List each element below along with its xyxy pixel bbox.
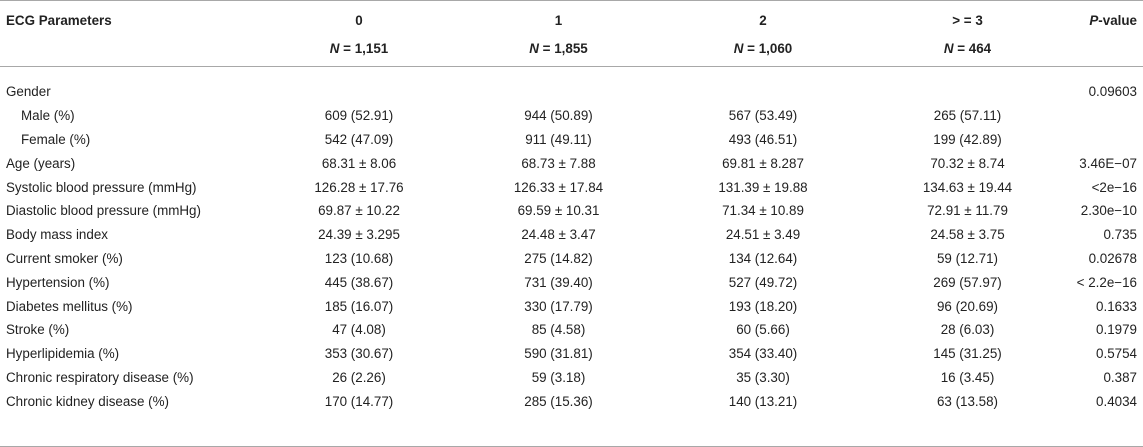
cell-group-2: 567 (53.49) <box>728 108 798 124</box>
cell-pvalue: 0.1633 <box>1096 298 1137 314</box>
cell-group-3 <box>865 80 1070 104</box>
cell-pvalue: 0.735 <box>1103 227 1137 243</box>
cell-group-3: 72.91 ± 11.79 <box>927 203 1008 219</box>
row-label: Chronic respiratory disease (%) <box>6 369 194 385</box>
cell-pvalue: < 2.2e−16 <box>1076 274 1137 290</box>
cell-group-3: 96 (20.69) <box>936 298 999 314</box>
table-body <box>0 68 1143 413</box>
table-row <box>0 270 1143 294</box>
cell-group-0: 353 (30.67) <box>324 346 394 362</box>
cell-group-2: 71.34 ± 10.89 <box>722 203 804 219</box>
cell-group-3: 265 (57.11) <box>933 108 1002 124</box>
cell-group-1: 275 (14.82) <box>524 250 593 266</box>
cell-group-2: 193 (18.20) <box>728 298 798 314</box>
cell-group-0 <box>262 80 456 104</box>
cell-group-3: 24.58 ± 3.75 <box>930 227 1005 243</box>
cell-pvalue: 0.09603 <box>1088 84 1137 100</box>
cell-group-2: 140 (13.21) <box>728 393 798 409</box>
cell-group-2: 60 (5.66) <box>736 322 790 338</box>
table-row <box>0 199 1143 223</box>
cell-group-3: 59 (12.71) <box>936 250 999 266</box>
header-group-1: 1 <box>554 12 563 28</box>
cell-group-0: 542 (47.09) <box>324 131 394 147</box>
cell-group-0: 26 (2.26) <box>332 369 386 385</box>
table-row <box>0 223 1143 247</box>
cell-group-0: 609 (52.91) <box>324 108 394 124</box>
cell-group-1: 944 (50.89) <box>524 108 593 124</box>
cell-pvalue: 0.1979 <box>1096 322 1137 338</box>
table-row <box>0 366 1143 390</box>
cell-group-1: 85 (4.58) <box>531 322 586 338</box>
cell-group-1: 590 (31.81) <box>524 346 593 362</box>
table-row <box>0 128 1143 152</box>
cell-group-1 <box>456 80 661 104</box>
cell-group-3: 145 (31.25) <box>933 346 1002 362</box>
header-pvalue-rest: -value <box>1098 12 1137 28</box>
row-label: Diabetes mellitus (%) <box>6 298 133 314</box>
cell-pvalue: 3.46E−07 <box>1079 155 1137 171</box>
table-row <box>0 151 1143 175</box>
header-row-counts <box>0 34 1143 68</box>
row-label: Age (years) <box>6 155 76 171</box>
header-count-1: N = 1,855 <box>529 40 588 56</box>
cell-group-1: 24.48 ± 3.47 <box>521 227 596 243</box>
cell-group-0: 69.87 ± 10.22 <box>318 203 400 219</box>
cell-group-1: 911 (49.11) <box>525 131 592 147</box>
cell-group-3: 63 (13.58) <box>936 393 999 409</box>
header-count-2: N = 1,060 <box>733 40 793 56</box>
cell-group-2: 134 (12.64) <box>728 250 798 266</box>
header-label: ECG Parameters <box>6 12 112 28</box>
cell-pvalue: <2e−16 <box>1091 179 1137 195</box>
row-label: Male (%) <box>21 108 75 124</box>
cell-pvalue: 0.02678 <box>1088 250 1137 266</box>
cell-group-0: 445 (38.67) <box>324 274 394 290</box>
cell-group-3: 134.63 ± 19.44 <box>922 179 1013 195</box>
cell-group-0: 47 (4.08) <box>332 322 386 338</box>
cell-group-1: 285 (15.36) <box>524 393 593 409</box>
table-row <box>0 247 1143 271</box>
table-row <box>0 389 1143 413</box>
cell-group-0: 24.39 ± 3.295 <box>318 227 400 243</box>
header-group-2: 2 <box>759 12 767 28</box>
cell-pvalue: 0.387 <box>1103 369 1137 385</box>
cell-group-0: 68.31 ± 8.06 <box>321 155 397 171</box>
cell-group-2: 69.81 ± 8.287 <box>722 155 804 171</box>
header-count-3: N = 464 <box>943 40 992 56</box>
header-row-groups <box>0 0 1143 34</box>
table-row <box>0 80 1143 104</box>
cell-group-1: 330 (17.79) <box>524 298 593 314</box>
header-pvalue-p: P <box>1089 12 1099 28</box>
cell-group-2: 493 (46.51) <box>728 131 798 147</box>
cell-group-3: 28 (6.03) <box>940 322 995 338</box>
cell-group-1: 69.59 ± 10.31 <box>517 203 600 219</box>
cell-group-2 <box>661 80 865 104</box>
cell-group-1: 59 (3.18) <box>531 369 586 385</box>
cell-pvalue: 0.5754 <box>1096 346 1137 362</box>
cell-group-0: 170 (14.77) <box>324 393 394 409</box>
cell-group-3: 269 (57.97) <box>933 274 1002 290</box>
header-group-3: > = 3 <box>952 12 983 28</box>
cell-group-1: 126.33 ± 17.84 <box>513 179 604 195</box>
cell-pvalue <box>1070 128 1143 152</box>
cell-group-2: 354 (33.40) <box>728 346 798 362</box>
table-row <box>0 342 1143 366</box>
row-label: Body mass index <box>6 227 108 243</box>
row-label: Hyperlipidemia (%) <box>6 346 120 362</box>
cell-group-0: 126.28 ± 17.76 <box>314 179 404 195</box>
cell-group-2: 35 (3.30) <box>736 369 790 385</box>
table-row <box>0 294 1143 318</box>
row-label: Current smoker (%) <box>6 250 123 266</box>
cell-group-0: 123 (10.68) <box>324 250 394 266</box>
row-label: Diastolic blood pressure (mmHg) <box>6 203 201 219</box>
cell-group-2: 24.51 ± 3.49 <box>725 227 801 243</box>
row-label: Stroke (%) <box>6 322 70 338</box>
row-label: Systolic blood pressure (mmHg) <box>6 179 197 195</box>
cell-pvalue: 0.4034 <box>1096 393 1137 409</box>
cell-group-2: 131.39 ± 19.88 <box>718 179 808 195</box>
cell-group-3: 199 (42.89) <box>933 131 1002 147</box>
cell-pvalue: 2.30e−10 <box>1080 203 1137 219</box>
table-header <box>0 0 1143 68</box>
cell-group-1: 731 (39.40) <box>524 274 593 290</box>
row-label: Chronic kidney disease (%) <box>6 393 169 409</box>
cell-group-3: 16 (3.45) <box>940 369 995 385</box>
cell-group-2: 527 (49.72) <box>728 274 798 290</box>
cell-pvalue <box>1070 104 1143 128</box>
table-row <box>0 104 1143 128</box>
table-row <box>0 318 1143 342</box>
cell-group-3: 70.32 ± 8.74 <box>930 155 1005 171</box>
row-label: Hypertension (%) <box>6 274 110 290</box>
header-pvalue <box>1070 0 1143 34</box>
row-label: Female (%) <box>21 131 91 147</box>
cell-group-0: 185 (16.07) <box>324 298 394 314</box>
header-count-0: N = 1,151 <box>329 40 389 56</box>
header-group-0: 0 <box>355 12 363 28</box>
row-label: Gender <box>6 84 51 100</box>
cell-group-1: 68.73 ± 7.88 <box>521 155 596 171</box>
table-row <box>0 175 1143 199</box>
